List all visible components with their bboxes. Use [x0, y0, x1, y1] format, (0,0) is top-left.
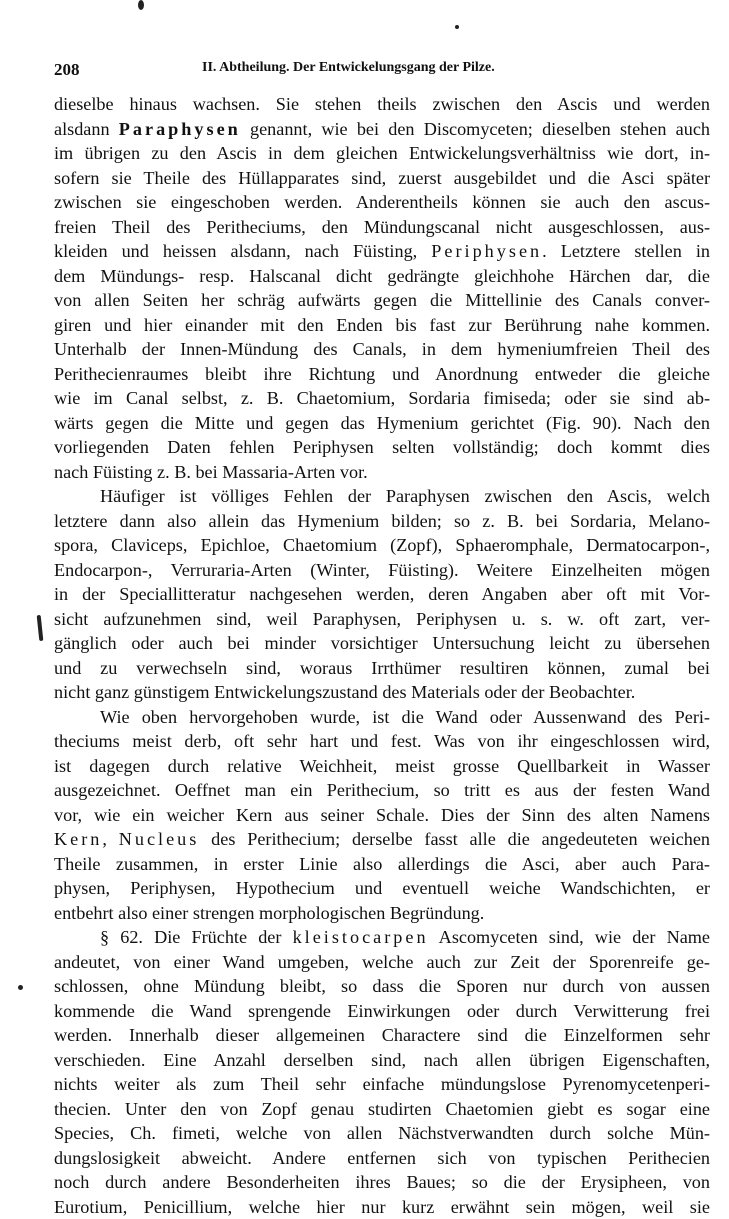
text-line: entbehrt also einer strengen morphologischen Begründung.	[54, 901, 710, 926]
text-line: Unterhalb der Innen-Mündung des Canals, in dem hymeniumfreien Theil des	[54, 337, 710, 362]
text-line: spora, Claviceps, Epichloe, Chaetomium (Zopf), Sphaeromphale, Dermatocarpon-,	[54, 533, 710, 558]
text-line: letztere dann also allein das Hymenium bilden; so z. B. bei Sordaria, Melano-	[54, 509, 710, 534]
text-line: wie im Canal selbst, z. B. Chaetomium, Sordaria fimiseda; oder sie sind ab-	[54, 386, 710, 411]
text-line: vorliegenden Daten fehlen Periphysen selten vollständig; doch kommt dies	[54, 435, 710, 460]
text-run: genannt, wie bei den Discomyceten; dieselben stehen auch	[241, 119, 710, 139]
text-line: noch durch andere Besonderheiten ihres Baues; so die der Erysipheen, von	[54, 1170, 710, 1195]
text-line: werden. Innerhalb dieser allgemeinen Charactere sind die Einzelformen sehr	[54, 1023, 710, 1048]
text-run: des Perithecium; derselbe fasst alle die angedeuteten weichen	[199, 829, 710, 849]
text-line	[54, 827, 710, 852]
text-line: Endocarpon-, Verruraria-Arten (Winter, Füisting). Weitere Einzelheiten mögen	[54, 558, 710, 583]
text-run: Ascomyceten sind, wie der Name	[429, 927, 710, 947]
text-run: Kern	[54, 829, 102, 849]
ink-spot	[455, 25, 459, 29]
text-line: im übrigen zu den Ascis in dem gleichen Entwickelungsverhältniss wie dort, in-	[54, 141, 710, 166]
text-line: giren und hier einander mit den Enden bis fast zur Berührung nahe kommen.	[54, 313, 710, 338]
text-line: Perithecienraumes bleibt ihre Richtung und Anordnung entweder die gleiche	[54, 362, 710, 387]
ink-spot	[138, 0, 144, 10]
text-line	[54, 239, 710, 264]
page-header	[54, 52, 710, 82]
text-line: physen, Periphysen, Hypothecium und eventuell weiche Wandschichten, er	[54, 876, 710, 901]
text-run: kleiden und heissen alsdann, nach Füisting,	[54, 241, 431, 261]
text-line: ausgezeichnet. Oeffnet man ein Perithecium, so tritt es aus der festen Wand	[54, 778, 710, 803]
page-number: 208	[54, 60, 80, 80]
text-run: Paraphysen	[119, 119, 241, 139]
text-run: § 62. Die Früchte der	[100, 927, 293, 947]
text-line	[54, 117, 710, 142]
text-line: nichts weiter als zum Theil sehr einfache mündungslose Pyrenomycetenperi-	[54, 1072, 710, 1097]
text-line: und zu verwechseln sind, woraus Irrthümer resultiren können, zumal bei	[54, 656, 710, 681]
running-head: II. Abtheilung. Der Entwickelungsgang der Pilze.	[202, 60, 495, 76]
text-line: Eurotium, Penicillium, welche hier nur kurz erwähnt sein mögen, weil sie	[54, 1195, 710, 1219]
text-line: wärts gegen die Mitte und gegen das Hymenium gerichtet (Fig. 90). Nach den	[54, 411, 710, 436]
text-line: sofern sie Theile des Hüllapparates sind, zuerst ausgebildet und die Asci später	[54, 166, 710, 191]
book-page	[54, 52, 710, 1219]
text-line: von allen Seiten her schräg aufwärts gegen die Mittellinie des Canals conver-	[54, 288, 710, 313]
text-line: in der Speciallitteratur nachgesehen werden, deren Angaben aber oft mit Vor-	[54, 582, 710, 607]
text-line: theciums meist derb, oft sehr hart und fest. Was von ihr eingeschlossen wird,	[54, 729, 710, 754]
text-line: ist dagegen durch relative Weichheit, meist grosse Quellbarkeit in Wasser	[54, 754, 710, 779]
text-line: verschieden. Eine Anzahl derselben sind, nach allen übrigen Eigenschaften,	[54, 1048, 710, 1073]
text-run: kleistocarpen	[293, 927, 429, 947]
body-text	[54, 92, 710, 1219]
text-line: andeutet, von einer Wand umgeben, welche auch zur Zeit der Sporenreife ge-	[54, 950, 710, 975]
text-line: dieselbe hinaus wachsen. Sie stehen theils zwischen den Ascis und werden	[54, 92, 710, 117]
text-line: dungslosigkeit abweicht. Andere entfernen sich von typischen Perithecien	[54, 1146, 710, 1171]
ink-spot	[18, 985, 23, 990]
text-line: Häufiger ist völliges Fehlen der Paraphysen zwischen den Ascis, welch	[54, 484, 710, 509]
text-line: nicht ganz günstigem Entwickelungszustand des Materials oder der Beobachter.	[54, 680, 710, 705]
text-line	[54, 925, 710, 950]
text-line: kommende die Wand sprengende Einwirkungen oder durch Verwitterung frei	[54, 999, 710, 1024]
text-line: zwischen sie eingeschoben werden. Anderentheils können sie auch den ascus-	[54, 190, 710, 215]
text-line: Theile zusammen, in erster Linie also allerdings die Asci, aber auch Para-	[54, 852, 710, 877]
text-line: gänglich oder auch bei minder vorsichtiger Untersuchung leicht zu übersehen	[54, 631, 710, 656]
text-run: . Letztere stellen in	[542, 241, 710, 261]
text-line: Wie oben hervorgehoben wurde, ist die Wand oder Aussenwand des Peri-	[54, 705, 710, 730]
text-run: Nucleus	[119, 829, 200, 849]
text-line: Species, Ch. fimeti, welche von allen Nächstverwandten durch solche Mün-	[54, 1121, 710, 1146]
text-run: ,	[102, 829, 118, 849]
text-line: nach Füisting z. B. bei Massaria-Arten vor.	[54, 460, 710, 485]
text-line: dem Mündungs- resp. Halscanal dicht gedrängte gleichhohe Härchen dar, die	[54, 264, 710, 289]
margin-mark	[37, 615, 44, 641]
text-line: sicht aufzunehmen sind, weil Paraphysen, Periphysen u. s. w. oft zart, ver-	[54, 607, 710, 632]
text-line: schlossen, ohne Mündung bleibt, so dass die Sporen nur durch von aussen	[54, 974, 710, 999]
text-line: thecien. Unter den von Zopf genau studirten Chaetomien giebt es sogar eine	[54, 1097, 710, 1122]
text-line: freien Theil des Peritheciums, den Mündungscanal nicht ausgeschlossen, aus-	[54, 215, 710, 240]
text-line: vor, wie ein weicher Kern aus seiner Schale. Dies der Sinn des alten Namens	[54, 803, 710, 828]
text-run: alsdann	[54, 119, 119, 139]
text-run: Periphysen	[431, 241, 542, 261]
